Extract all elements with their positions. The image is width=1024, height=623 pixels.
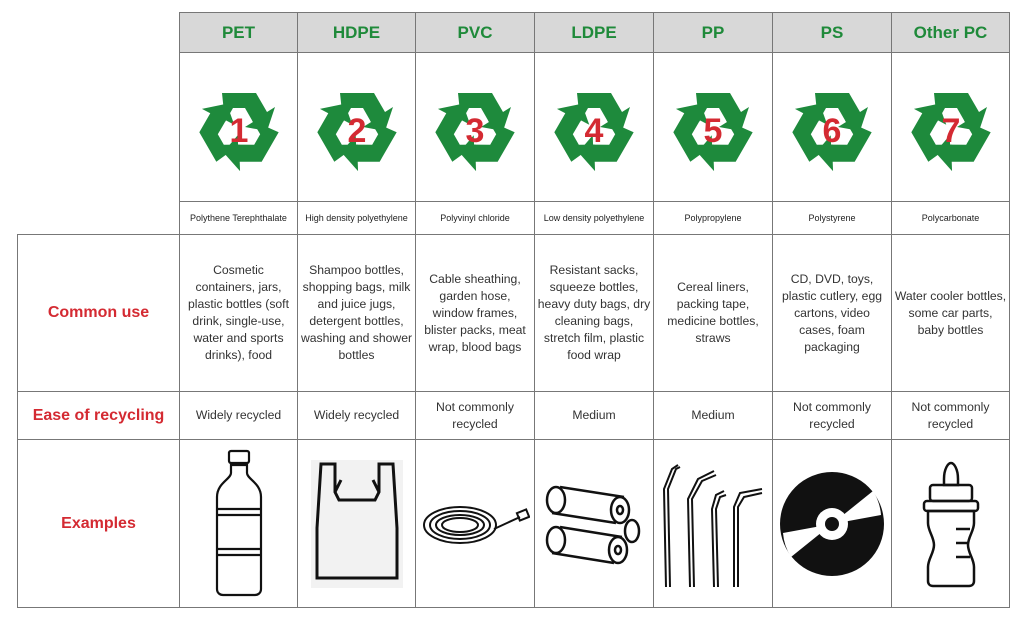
use-cell-pet bbox=[179, 234, 298, 392]
plastic-full-name: High density polyethylene bbox=[305, 213, 408, 223]
recycle-cell-pvc bbox=[415, 52, 535, 202]
example-cell-hdpe bbox=[297, 439, 416, 608]
use-cell-other-pc bbox=[891, 234, 1010, 392]
ease-cell-other-pc bbox=[891, 391, 1010, 440]
plastic-full-name: Low density polyethylene bbox=[543, 213, 645, 223]
example-cell-pp bbox=[653, 439, 773, 608]
ease-cell-ps bbox=[772, 391, 892, 440]
plastic-full-name: Polystyrene bbox=[808, 213, 856, 223]
recycle-symbol-icon bbox=[189, 83, 289, 175]
use-cell-ldpe bbox=[534, 234, 654, 392]
recycle-cell-ps bbox=[772, 52, 892, 202]
resin-code-number: 7 bbox=[941, 112, 960, 150]
common-use-text: Resistant sacks, squeeze bottles, heavy duty bags, dry cleaning bags, stretch film, plastic food wrap bbox=[537, 263, 651, 362]
common-use-text: Cosmetic containers, jars, plastic bottles (soft drink, single-use, water and sports drinks), food bbox=[188, 263, 289, 362]
recycle-cell-other-pc bbox=[891, 52, 1010, 202]
recycle-cell-pet bbox=[179, 52, 298, 202]
plastic-full-name: Polypropylene bbox=[684, 213, 742, 223]
plastic-type-label: HDPE bbox=[332, 22, 381, 42]
garden-hose-icon bbox=[420, 489, 530, 559]
ease-of-recycling-text: Medium bbox=[572, 408, 616, 422]
recycle-symbol-icon bbox=[307, 83, 407, 175]
ease-cell-pvc bbox=[415, 391, 535, 440]
ease-of-recycling-text: Widely recycled bbox=[313, 408, 400, 422]
common-use-text: CD, DVD, toys, plastic cutlery, egg cartons, video cases, foam packaging bbox=[781, 271, 883, 354]
resin-code-number: 5 bbox=[703, 112, 723, 150]
use-cell-ps bbox=[772, 234, 892, 392]
plastic-full-name: Polyvinyl chloride bbox=[440, 213, 510, 223]
ease-cell-hdpe bbox=[297, 391, 416, 440]
example-cell-ps bbox=[772, 439, 892, 608]
use-cell-hdpe bbox=[297, 234, 416, 392]
water-bottle-icon bbox=[209, 449, 269, 599]
plastic-type-label: PS bbox=[820, 22, 844, 42]
header-other-pc bbox=[891, 12, 1010, 53]
header-ldpe bbox=[534, 12, 654, 53]
film-rolls-icon bbox=[544, 479, 644, 569]
ease-cell-ldpe bbox=[534, 391, 654, 440]
use-cell-pp bbox=[653, 234, 773, 392]
example-cell-pvc bbox=[415, 439, 535, 608]
plastic-bag-icon bbox=[309, 458, 405, 590]
ease-of-recycling-text: Widely recycled bbox=[195, 408, 282, 422]
recycle-symbol-icon bbox=[425, 83, 525, 175]
plastic-type-label: PET bbox=[221, 22, 256, 42]
plastic-type-label: PP bbox=[701, 22, 725, 42]
recycle-cell-hdpe bbox=[297, 52, 416, 202]
common-use-text: Cable sheathing, garden hose, window frames, blister packs, meat wrap, blood bags bbox=[424, 271, 526, 354]
header-pet bbox=[179, 12, 298, 53]
name-cell-other-pc bbox=[891, 201, 1010, 235]
ease-cell-pp bbox=[653, 391, 773, 440]
straws-icon bbox=[658, 459, 768, 589]
resin-code-number: 6 bbox=[822, 112, 842, 150]
example-cell-other-pc bbox=[891, 439, 1010, 608]
use-cell-pvc bbox=[415, 234, 535, 392]
resin-code-number: 4 bbox=[584, 112, 604, 150]
header-hdpe bbox=[297, 12, 416, 53]
plastic-type-label: PVC bbox=[457, 22, 493, 42]
recycle-symbol-icon bbox=[663, 83, 763, 175]
row-label-common-use bbox=[17, 234, 180, 392]
row-label-text: Common use bbox=[47, 304, 150, 321]
header-pvc bbox=[415, 12, 535, 53]
row-label-ease bbox=[17, 391, 180, 440]
resin-code-number: 1 bbox=[229, 112, 248, 150]
row-label-text: Examples bbox=[61, 514, 136, 532]
recycle-symbol-icon bbox=[782, 83, 882, 175]
plastic-type-label: Other PC bbox=[913, 22, 988, 42]
baby-bottle-icon bbox=[916, 459, 986, 589]
resin-code-number: 3 bbox=[465, 112, 485, 150]
common-use-text: Shampoo bottles, shopping bags, milk and juice jugs, detergent bottles, washing and shower bottles bbox=[300, 263, 413, 362]
plastic-type-label: LDPE bbox=[571, 22, 617, 42]
name-cell-pp bbox=[653, 201, 773, 235]
name-cell-pet bbox=[179, 201, 298, 235]
common-use-text: Water cooler bottles, some car parts, baby bottles bbox=[894, 288, 1007, 337]
name-cell-ldpe bbox=[534, 201, 654, 235]
row-label-examples bbox=[17, 439, 180, 608]
recycle-cell-ldpe bbox=[534, 52, 654, 202]
name-cell-hdpe bbox=[297, 201, 416, 235]
ease-cell-pet bbox=[179, 391, 298, 440]
recycle-symbol-icon bbox=[544, 83, 644, 175]
header-ps bbox=[772, 12, 892, 53]
name-cell-ps bbox=[772, 201, 892, 235]
ease-of-recycling-text: Not commonly recycled bbox=[436, 399, 514, 431]
plastic-full-name: Polycarbonate bbox=[921, 213, 980, 223]
resin-code-number: 2 bbox=[347, 112, 366, 150]
header-pp bbox=[653, 12, 773, 53]
example-cell-pet bbox=[179, 439, 298, 608]
common-use-text: Cereal liners, packing tape, medicine bottles, straws bbox=[667, 280, 759, 345]
plastic-full-name: Polythene Terephthalate bbox=[190, 213, 287, 223]
ease-of-recycling-text: Not commonly recycled bbox=[793, 399, 871, 431]
ease-of-recycling-text: Not commonly recycled bbox=[911, 399, 990, 431]
row-label-text: Ease of recycling bbox=[32, 406, 165, 424]
recycle-symbol-icon bbox=[901, 83, 1001, 175]
recycle-cell-pp bbox=[653, 52, 773, 202]
name-cell-pvc bbox=[415, 201, 535, 235]
example-cell-ldpe bbox=[534, 439, 654, 608]
ease-of-recycling-text: Medium bbox=[691, 408, 735, 422]
disc-icon bbox=[777, 469, 887, 579]
